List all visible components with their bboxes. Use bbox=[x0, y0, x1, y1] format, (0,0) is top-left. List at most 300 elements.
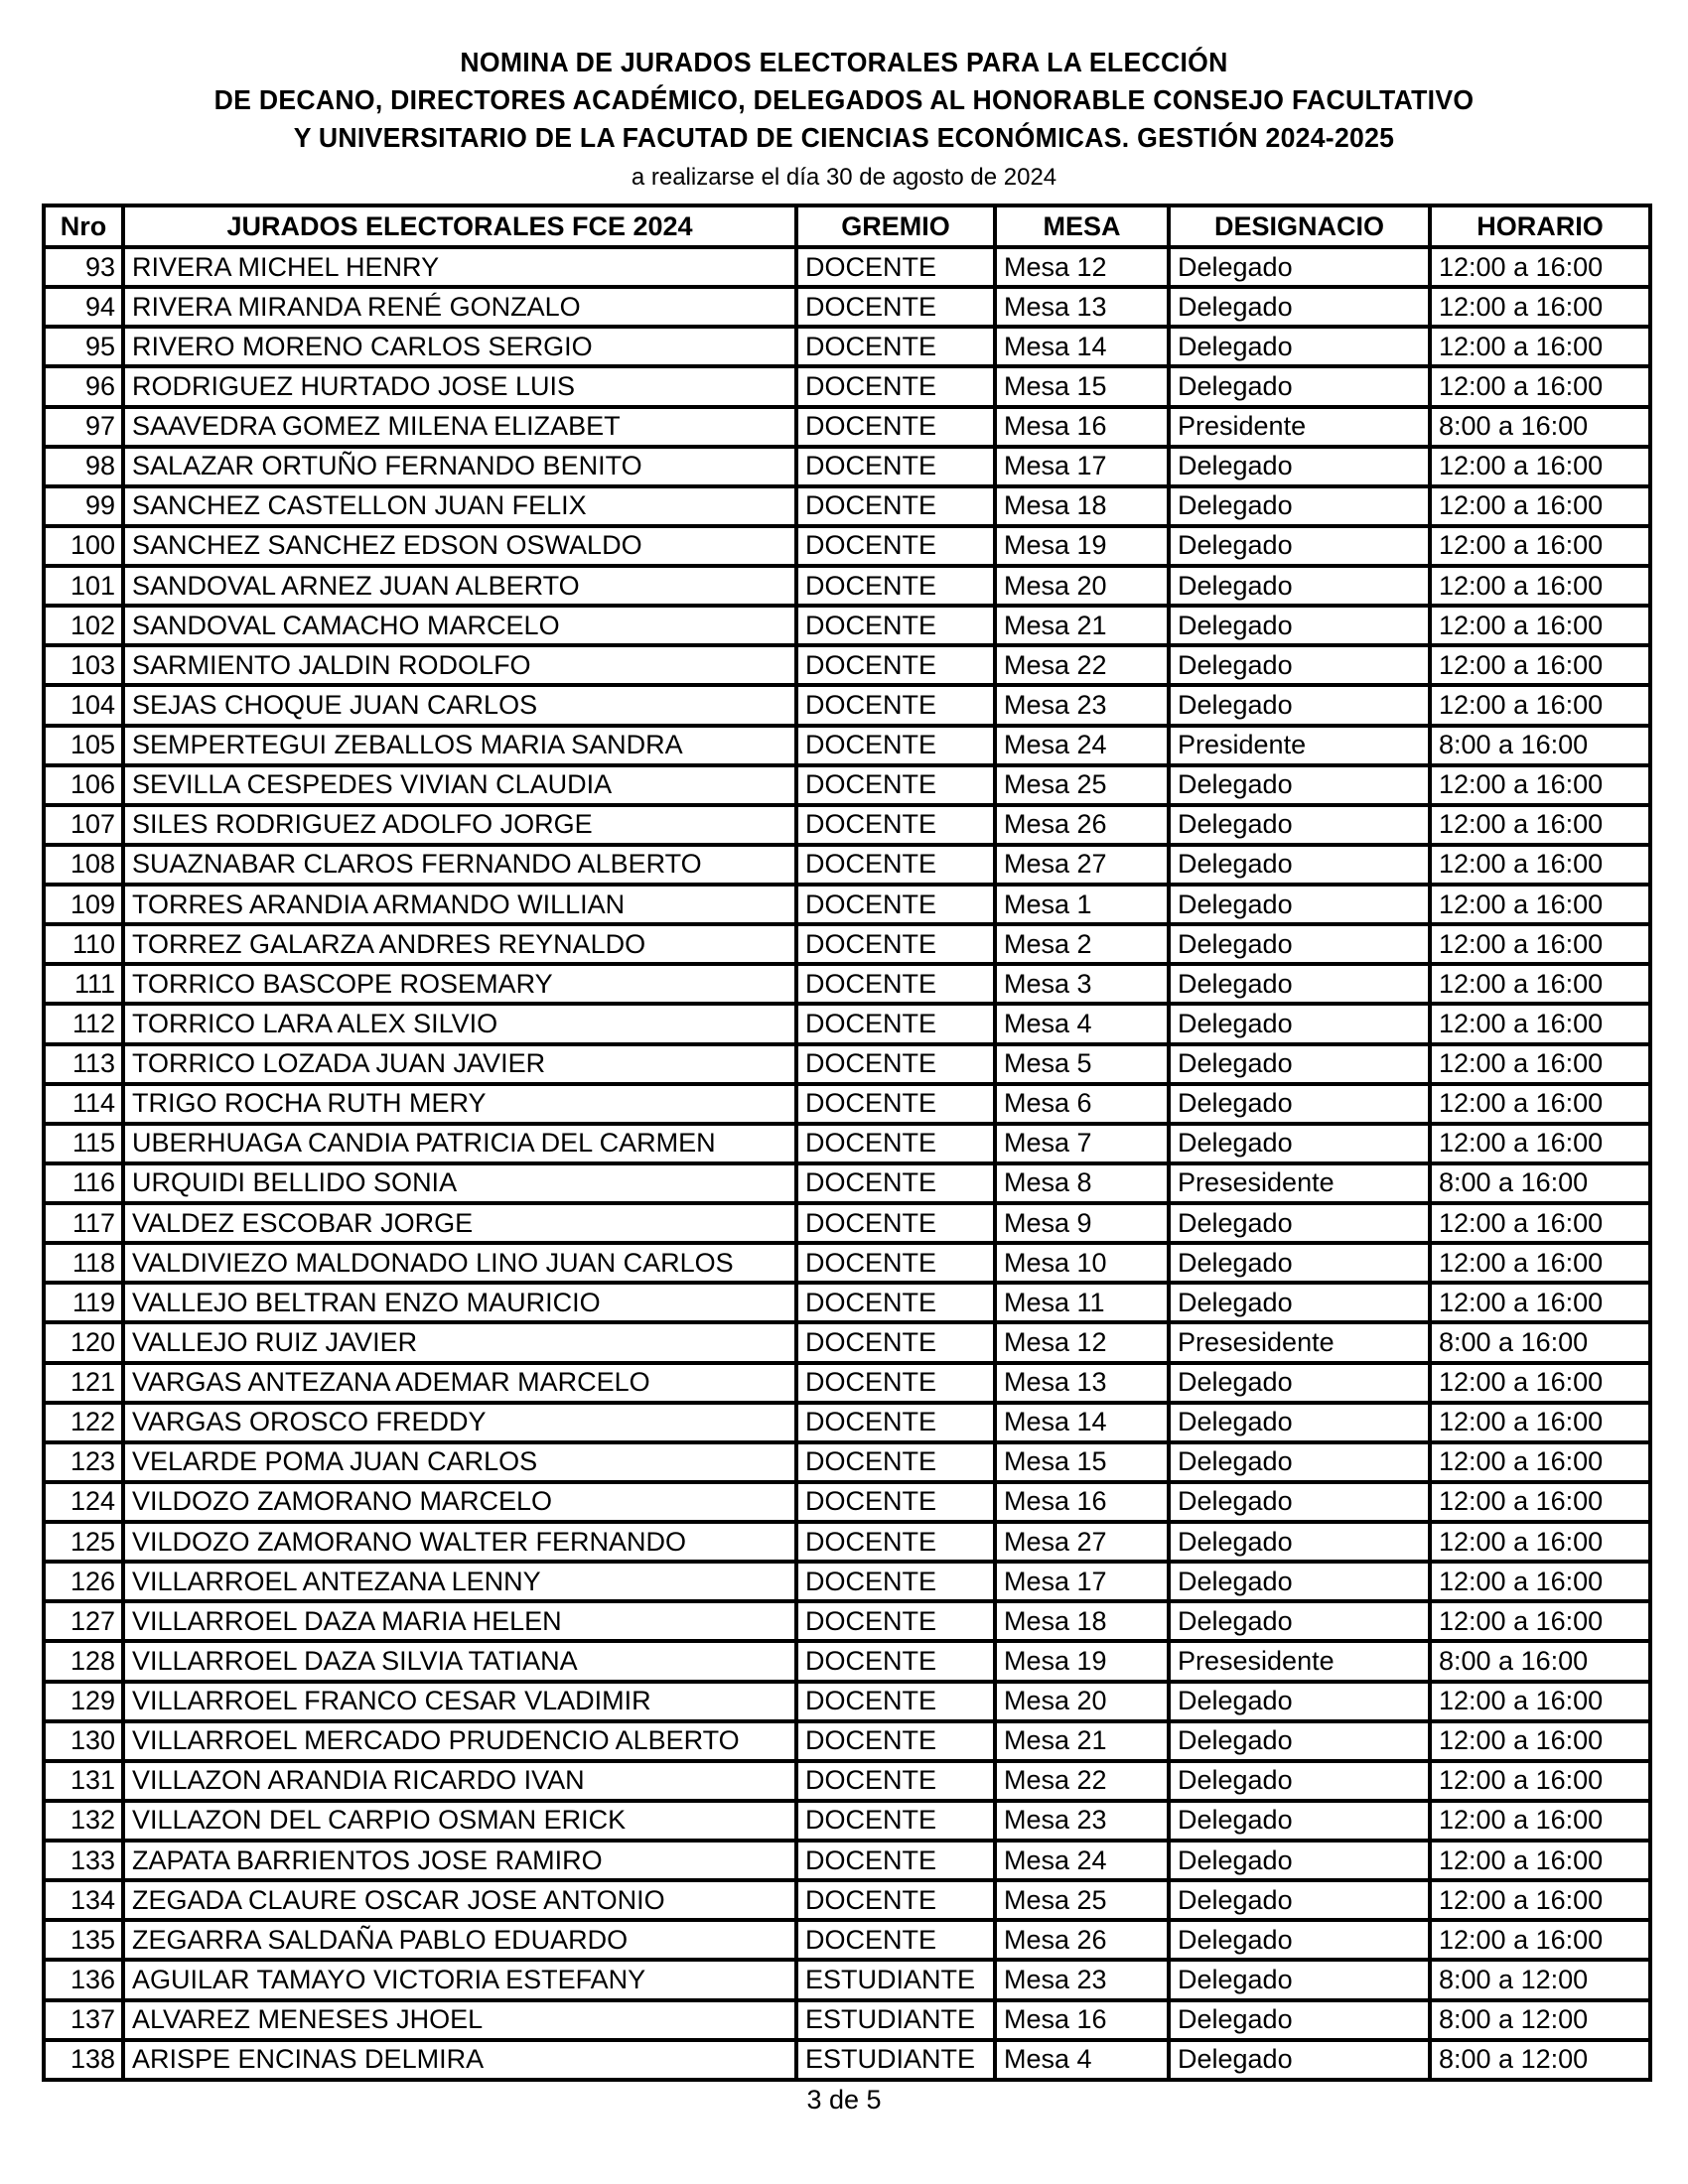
cell-mesa: Mesa 13 bbox=[995, 287, 1169, 327]
cell-name: TORREZ GALARZA ANDRES REYNALDO bbox=[123, 924, 796, 964]
cell-designacion: Delegado bbox=[1169, 1522, 1430, 1562]
cell-horario: 8:00 a 16:00 bbox=[1430, 407, 1650, 447]
table-row bbox=[44, 1920, 1650, 1960]
cell-designacion: Delegado bbox=[1169, 1960, 1430, 1999]
cell-nro: 120 bbox=[44, 1322, 123, 1362]
cell-name: URQUIDI BELLIDO SONIA bbox=[123, 1163, 796, 1203]
cell-mesa: Mesa 22 bbox=[995, 645, 1169, 685]
cell-nro: 103 bbox=[44, 645, 123, 685]
cell-mesa: Mesa 16 bbox=[995, 1482, 1169, 1522]
cell-gremio: DOCENTE bbox=[796, 1163, 995, 1203]
table-row bbox=[44, 885, 1650, 924]
cell-nro: 127 bbox=[44, 1601, 123, 1641]
cell-horario: 12:00 a 16:00 bbox=[1430, 1562, 1650, 1601]
cell-gremio: DOCENTE bbox=[796, 1761, 995, 1801]
table-row bbox=[44, 327, 1650, 366]
cell-horario: 8:00 a 12:00 bbox=[1430, 2000, 1650, 2040]
cell-horario: 12:00 a 16:00 bbox=[1430, 526, 1650, 566]
cell-designacion: Delegado bbox=[1169, 327, 1430, 366]
cell-mesa: Mesa 17 bbox=[995, 1562, 1169, 1601]
cell-horario: 12:00 a 16:00 bbox=[1430, 685, 1650, 725]
table-row bbox=[44, 685, 1650, 725]
cell-name: VILLAZON DEL CARPIO OSMAN ERICK bbox=[123, 1801, 796, 1841]
cell-gremio: DOCENTE bbox=[796, 1403, 995, 1442]
cell-designacion: Delegado bbox=[1169, 1682, 1430, 1721]
cell-mesa: Mesa 26 bbox=[995, 805, 1169, 845]
cell-nro: 108 bbox=[44, 845, 123, 885]
cell-mesa: Mesa 10 bbox=[995, 1243, 1169, 1283]
cell-designacion: Delegado bbox=[1169, 1124, 1430, 1163]
cell-horario: 12:00 a 16:00 bbox=[1430, 1682, 1650, 1721]
cell-designacion: Delegado bbox=[1169, 287, 1430, 327]
cell-designacion: Delegado bbox=[1169, 765, 1430, 805]
cell-gremio: DOCENTE bbox=[796, 366, 995, 406]
cell-horario: 12:00 a 16:00 bbox=[1430, 1124, 1650, 1163]
cell-designacion: Delegado bbox=[1169, 1721, 1430, 1761]
cell-designacion: Delegado bbox=[1169, 964, 1430, 1004]
cell-name: VALLEJO BELTRAN ENZO MAURICIO bbox=[123, 1283, 796, 1322]
cell-nro: 138 bbox=[44, 2040, 123, 2080]
cell-designacion: Delegado bbox=[1169, 1363, 1430, 1403]
cell-designacion: Delegado bbox=[1169, 685, 1430, 725]
cell-name: ALVAREZ MENESES JHOEL bbox=[123, 2000, 796, 2040]
table-row bbox=[44, 1682, 1650, 1721]
cell-gremio: DOCENTE bbox=[796, 726, 995, 765]
cell-horario: 8:00 a 16:00 bbox=[1430, 1322, 1650, 1362]
cell-mesa: Mesa 8 bbox=[995, 1163, 1169, 1203]
cell-horario: 12:00 a 16:00 bbox=[1430, 327, 1650, 366]
cell-mesa: Mesa 3 bbox=[995, 964, 1169, 1004]
cell-horario: 12:00 a 16:00 bbox=[1430, 645, 1650, 685]
cell-name: AGUILAR TAMAYO VICTORIA ESTEFANY bbox=[123, 1960, 796, 1999]
table-row bbox=[44, 1601, 1650, 1641]
cell-name: VELARDE POMA JUAN CARLOS bbox=[123, 1442, 796, 1482]
cell-gremio: DOCENTE bbox=[796, 1641, 995, 1681]
cell-horario: 12:00 a 16:00 bbox=[1430, 1920, 1650, 1960]
cell-gremio: DOCENTE bbox=[796, 685, 995, 725]
cell-mesa: Mesa 16 bbox=[995, 2000, 1169, 2040]
cell-nro: 98 bbox=[44, 447, 123, 486]
cell-gremio: DOCENTE bbox=[796, 805, 995, 845]
cell-name: VILLARROEL DAZA SILVIA TATIANA bbox=[123, 1641, 796, 1681]
jurados-table bbox=[42, 204, 1652, 2082]
cell-horario: 12:00 a 16:00 bbox=[1430, 287, 1650, 327]
cell-designacion: Delegado bbox=[1169, 486, 1430, 526]
cell-name: SALAZAR ORTUÑO FERNANDO BENITO bbox=[123, 447, 796, 486]
cell-horario: 12:00 a 16:00 bbox=[1430, 1761, 1650, 1801]
table-header bbox=[44, 205, 1650, 247]
cell-gremio: DOCENTE bbox=[796, 885, 995, 924]
cell-gremio: DOCENTE bbox=[796, 1562, 995, 1601]
cell-designacion: Delegado bbox=[1169, 1920, 1430, 1960]
cell-designacion: Delegado bbox=[1169, 1482, 1430, 1522]
cell-gremio: ESTUDIANTE bbox=[796, 1960, 995, 1999]
cell-mesa: Mesa 4 bbox=[995, 1004, 1169, 1043]
cell-nro: 131 bbox=[44, 1761, 123, 1801]
cell-horario: 12:00 a 16:00 bbox=[1430, 805, 1650, 845]
cell-name: VILLARROEL ANTEZANA LENNY bbox=[123, 1562, 796, 1601]
cell-horario: 12:00 a 16:00 bbox=[1430, 885, 1650, 924]
cell-horario: 12:00 a 16:00 bbox=[1430, 566, 1650, 606]
cell-nro: 102 bbox=[44, 606, 123, 645]
table-body bbox=[44, 247, 1650, 2080]
header-horario: HORARIO bbox=[1430, 205, 1650, 247]
cell-designacion: Delegado bbox=[1169, 247, 1430, 287]
cell-gremio: DOCENTE bbox=[796, 1044, 995, 1084]
cell-mesa: Mesa 12 bbox=[995, 1322, 1169, 1362]
cell-name: VALDEZ ESCOBAR JORGE bbox=[123, 1203, 796, 1243]
cell-name: SANDOVAL ARNEZ JUAN ALBERTO bbox=[123, 566, 796, 606]
cell-gremio: DOCENTE bbox=[796, 765, 995, 805]
cell-mesa: Mesa 20 bbox=[995, 1682, 1169, 1721]
cell-mesa: Mesa 11 bbox=[995, 1283, 1169, 1322]
cell-mesa: Mesa 12 bbox=[995, 247, 1169, 287]
cell-nro: 115 bbox=[44, 1124, 123, 1163]
table-row bbox=[44, 526, 1650, 566]
cell-horario: 12:00 a 16:00 bbox=[1430, 1482, 1650, 1522]
cell-gremio: DOCENTE bbox=[796, 566, 995, 606]
cell-name: SUAZNABAR CLAROS FERNANDO ALBERTO bbox=[123, 845, 796, 885]
cell-horario: 8:00 a 16:00 bbox=[1430, 1641, 1650, 1681]
cell-gremio: DOCENTE bbox=[796, 1203, 995, 1243]
cell-horario: 12:00 a 16:00 bbox=[1430, 1283, 1650, 1322]
cell-horario: 12:00 a 16:00 bbox=[1430, 1004, 1650, 1043]
header-designacion: DESIGNACIO bbox=[1169, 205, 1430, 247]
cell-gremio: DOCENTE bbox=[796, 327, 995, 366]
table-row bbox=[44, 1880, 1650, 1920]
cell-mesa: Mesa 21 bbox=[995, 1721, 1169, 1761]
cell-name: ARISPE ENCINAS DELMIRA bbox=[123, 2040, 796, 2080]
table-row bbox=[44, 2040, 1650, 2080]
cell-designacion: Presesidente bbox=[1169, 1322, 1430, 1362]
table-row bbox=[44, 1841, 1650, 1880]
title-line-1: NOMINA DE JURADOS ELECTORALES PARA LA ELECCIÓN bbox=[460, 47, 1228, 77]
header-mesa: MESA bbox=[995, 205, 1169, 247]
cell-horario: 12:00 a 16:00 bbox=[1430, 447, 1650, 486]
cell-nro: 114 bbox=[44, 1084, 123, 1124]
cell-mesa: Mesa 15 bbox=[995, 366, 1169, 406]
cell-nro: 96 bbox=[44, 366, 123, 406]
cell-name: SANDOVAL CAMACHO MARCELO bbox=[123, 606, 796, 645]
cell-gremio: DOCENTE bbox=[796, 1283, 995, 1322]
cell-designacion: Delegado bbox=[1169, 1841, 1430, 1880]
cell-mesa: Mesa 14 bbox=[995, 327, 1169, 366]
cell-nro: 100 bbox=[44, 526, 123, 566]
cell-nro: 135 bbox=[44, 1920, 123, 1960]
cell-nro: 104 bbox=[44, 685, 123, 725]
cell-mesa: Mesa 6 bbox=[995, 1084, 1169, 1124]
cell-designacion: Presidente bbox=[1169, 407, 1430, 447]
cell-designacion: Delegado bbox=[1169, 845, 1430, 885]
cell-nro: 99 bbox=[44, 486, 123, 526]
cell-mesa: Mesa 18 bbox=[995, 1601, 1169, 1641]
cell-nro: 134 bbox=[44, 1880, 123, 1920]
table-row bbox=[44, 486, 1650, 526]
cell-designacion: Delegado bbox=[1169, 1403, 1430, 1442]
cell-mesa: Mesa 1 bbox=[995, 885, 1169, 924]
table-row bbox=[44, 1322, 1650, 1362]
cell-horario: 8:00 a 12:00 bbox=[1430, 1960, 1650, 1999]
table-row bbox=[44, 1721, 1650, 1761]
table-row bbox=[44, 566, 1650, 606]
table-row bbox=[44, 1084, 1650, 1124]
cell-designacion: Delegado bbox=[1169, 1203, 1430, 1243]
cell-nro: 95 bbox=[44, 327, 123, 366]
cell-mesa: Mesa 23 bbox=[995, 1960, 1169, 1999]
cell-nro: 124 bbox=[44, 1482, 123, 1522]
cell-horario: 12:00 a 16:00 bbox=[1430, 1203, 1650, 1243]
cell-designacion: Delegado bbox=[1169, 1004, 1430, 1043]
cell-nro: 109 bbox=[44, 885, 123, 924]
cell-name: SILES RODRIGUEZ ADOLFO JORGE bbox=[123, 805, 796, 845]
cell-designacion: Presidente bbox=[1169, 726, 1430, 765]
table-row bbox=[44, 765, 1650, 805]
cell-mesa: Mesa 15 bbox=[995, 1442, 1169, 1482]
cell-horario: 12:00 a 16:00 bbox=[1430, 1880, 1650, 1920]
cell-mesa: Mesa 16 bbox=[995, 407, 1169, 447]
cell-gremio: DOCENTE bbox=[796, 845, 995, 885]
table-row bbox=[44, 447, 1650, 486]
table-row bbox=[44, 1960, 1650, 1999]
cell-nro: 129 bbox=[44, 1682, 123, 1721]
cell-horario: 12:00 a 16:00 bbox=[1430, 1601, 1650, 1641]
cell-horario: 12:00 a 16:00 bbox=[1430, 1363, 1650, 1403]
cell-name: SAAVEDRA GOMEZ MILENA ELIZABET bbox=[123, 407, 796, 447]
cell-name: RIVERA MICHEL HENRY bbox=[123, 247, 796, 287]
cell-horario: 12:00 a 16:00 bbox=[1430, 964, 1650, 1004]
cell-mesa: Mesa 25 bbox=[995, 1880, 1169, 1920]
page-number: 3 de 5 bbox=[806, 2085, 882, 2115]
cell-designacion: Delegado bbox=[1169, 1442, 1430, 1482]
cell-gremio: DOCENTE bbox=[796, 1721, 995, 1761]
cell-mesa: Mesa 23 bbox=[995, 685, 1169, 725]
table-row bbox=[44, 606, 1650, 645]
cell-name: TORRES ARANDIA ARMANDO WILLIAN bbox=[123, 885, 796, 924]
cell-mesa: Mesa 18 bbox=[995, 486, 1169, 526]
cell-mesa: Mesa 19 bbox=[995, 526, 1169, 566]
cell-gremio: DOCENTE bbox=[796, 1124, 995, 1163]
cell-nro: 101 bbox=[44, 566, 123, 606]
cell-gremio: DOCENTE bbox=[796, 606, 995, 645]
cell-nro: 130 bbox=[44, 1721, 123, 1761]
document-header bbox=[0, 44, 1688, 193]
cell-nro: 119 bbox=[44, 1283, 123, 1322]
cell-nro: 110 bbox=[44, 924, 123, 964]
cell-horario: 12:00 a 16:00 bbox=[1430, 1442, 1650, 1482]
cell-mesa: Mesa 27 bbox=[995, 1522, 1169, 1562]
cell-name: VALDIVIEZO MALDONADO LINO JUAN CARLOS bbox=[123, 1243, 796, 1283]
cell-gremio: DOCENTE bbox=[796, 1920, 995, 1960]
cell-gremio: DOCENTE bbox=[796, 247, 995, 287]
cell-nro: 113 bbox=[44, 1044, 123, 1084]
cell-gremio: DOCENTE bbox=[796, 1084, 995, 1124]
cell-designacion: Delegado bbox=[1169, 805, 1430, 845]
cell-name: VARGAS OROSCO FREDDY bbox=[123, 1403, 796, 1442]
cell-name: SANCHEZ CASTELLON JUAN FELIX bbox=[123, 486, 796, 526]
cell-gremio: DOCENTE bbox=[796, 1682, 995, 1721]
cell-name: VILDOZO ZAMORANO WALTER FERNANDO bbox=[123, 1522, 796, 1562]
cell-gremio: ESTUDIANTE bbox=[796, 2000, 995, 2040]
cell-gremio: DOCENTE bbox=[796, 1243, 995, 1283]
cell-name: ZEGARRA SALDAÑA PABLO EDUARDO bbox=[123, 1920, 796, 1960]
cell-mesa: Mesa 2 bbox=[995, 924, 1169, 964]
cell-gremio: DOCENTE bbox=[796, 964, 995, 1004]
cell-nro: 116 bbox=[44, 1163, 123, 1203]
cell-name: ZEGADA CLAURE OSCAR JOSE ANTONIO bbox=[123, 1880, 796, 1920]
table-row bbox=[44, 1124, 1650, 1163]
cell-gremio: DOCENTE bbox=[796, 1601, 995, 1641]
table-row bbox=[44, 1522, 1650, 1562]
table-row bbox=[44, 1243, 1650, 1283]
cell-name: VILLARROEL MERCADO PRUDENCIO ALBERTO bbox=[123, 1721, 796, 1761]
cell-nro: 126 bbox=[44, 1562, 123, 1601]
table-row bbox=[44, 1482, 1650, 1522]
cell-mesa: Mesa 14 bbox=[995, 1403, 1169, 1442]
cell-nro: 136 bbox=[44, 1960, 123, 1999]
cell-name: SANCHEZ SANCHEZ EDSON OSWALDO bbox=[123, 526, 796, 566]
cell-horario: 12:00 a 16:00 bbox=[1430, 606, 1650, 645]
cell-gremio: DOCENTE bbox=[796, 1482, 995, 1522]
cell-designacion: Delegado bbox=[1169, 1044, 1430, 1084]
cell-horario: 12:00 a 16:00 bbox=[1430, 1522, 1650, 1562]
cell-horario: 12:00 a 16:00 bbox=[1430, 765, 1650, 805]
table-row bbox=[44, 366, 1650, 406]
cell-horario: 12:00 a 16:00 bbox=[1430, 1721, 1650, 1761]
cell-nro: 132 bbox=[44, 1801, 123, 1841]
cell-designacion: Presesidente bbox=[1169, 1163, 1430, 1203]
cell-mesa: Mesa 22 bbox=[995, 1761, 1169, 1801]
cell-name: VILLARROEL FRANCO CESAR VLADIMIR bbox=[123, 1682, 796, 1721]
cell-name: SARMIENTO JALDIN RODOLFO bbox=[123, 645, 796, 685]
cell-gremio: DOCENTE bbox=[796, 1880, 995, 1920]
cell-designacion: Delegado bbox=[1169, 566, 1430, 606]
cell-name: VILLARROEL DAZA MARIA HELEN bbox=[123, 1601, 796, 1641]
table-row bbox=[44, 805, 1650, 845]
cell-mesa: Mesa 5 bbox=[995, 1044, 1169, 1084]
cell-horario: 12:00 a 16:00 bbox=[1430, 845, 1650, 885]
table-row bbox=[44, 1641, 1650, 1681]
cell-name: ZAPATA BARRIENTOS JOSE RAMIRO bbox=[123, 1841, 796, 1880]
cell-name: VILDOZO ZAMORANO MARCELO bbox=[123, 1482, 796, 1522]
table-row bbox=[44, 845, 1650, 885]
cell-nro: 97 bbox=[44, 407, 123, 447]
cell-gremio: DOCENTE bbox=[796, 526, 995, 566]
table-row bbox=[44, 2000, 1650, 2040]
cell-horario: 12:00 a 16:00 bbox=[1430, 1801, 1650, 1841]
cell-designacion: Delegado bbox=[1169, 1761, 1430, 1801]
cell-name: SEVILLA CESPEDES VIVIAN CLAUDIA bbox=[123, 765, 796, 805]
cell-nro: 137 bbox=[44, 2000, 123, 2040]
cell-name: TORRICO LOZADA JUAN JAVIER bbox=[123, 1044, 796, 1084]
table-row bbox=[44, 964, 1650, 1004]
cell-name: TRIGO ROCHA RUTH MERY bbox=[123, 1084, 796, 1124]
cell-designacion: Delegado bbox=[1169, 1562, 1430, 1601]
table-row bbox=[44, 1801, 1650, 1841]
cell-name: TORRICO BASCOPE ROSEMARY bbox=[123, 964, 796, 1004]
cell-gremio: DOCENTE bbox=[796, 486, 995, 526]
table-row bbox=[44, 1203, 1650, 1243]
cell-horario: 8:00 a 12:00 bbox=[1430, 2040, 1650, 2080]
cell-designacion: Delegado bbox=[1169, 2040, 1430, 2080]
cell-gremio: DOCENTE bbox=[796, 1322, 995, 1362]
cell-gremio: DOCENTE bbox=[796, 447, 995, 486]
cell-mesa: Mesa 20 bbox=[995, 566, 1169, 606]
cell-horario: 8:00 a 16:00 bbox=[1430, 726, 1650, 765]
cell-designacion: Delegado bbox=[1169, 2000, 1430, 2040]
cell-mesa: Mesa 25 bbox=[995, 765, 1169, 805]
cell-horario: 12:00 a 16:00 bbox=[1430, 1403, 1650, 1442]
subtitle-date: a realizarse el día 30 de agosto de 2024 bbox=[631, 164, 1057, 191]
cell-gremio: DOCENTE bbox=[796, 1442, 995, 1482]
cell-designacion: Delegado bbox=[1169, 526, 1430, 566]
cell-horario: 12:00 a 16:00 bbox=[1430, 1243, 1650, 1283]
cell-mesa: Mesa 24 bbox=[995, 1841, 1169, 1880]
cell-nro: 93 bbox=[44, 247, 123, 287]
cell-mesa: Mesa 23 bbox=[995, 1801, 1169, 1841]
cell-nro: 125 bbox=[44, 1522, 123, 1562]
cell-designacion: Delegado bbox=[1169, 1801, 1430, 1841]
cell-name: RIVERO MORENO CARLOS SERGIO bbox=[123, 327, 796, 366]
cell-gremio: DOCENTE bbox=[796, 1004, 995, 1043]
table-row bbox=[44, 1761, 1650, 1801]
cell-designacion: Delegado bbox=[1169, 1283, 1430, 1322]
cell-mesa: Mesa 4 bbox=[995, 2040, 1169, 2080]
cell-horario: 12:00 a 16:00 bbox=[1430, 247, 1650, 287]
cell-mesa: Mesa 7 bbox=[995, 1124, 1169, 1163]
cell-designacion: Delegado bbox=[1169, 606, 1430, 645]
cell-nro: 117 bbox=[44, 1203, 123, 1243]
cell-name: TORRICO LARA ALEX SILVIO bbox=[123, 1004, 796, 1043]
cell-name: UBERHUAGA CANDIA PATRICIA DEL CARMEN bbox=[123, 1124, 796, 1163]
cell-mesa: Mesa 19 bbox=[995, 1641, 1169, 1681]
cell-designacion: Delegado bbox=[1169, 447, 1430, 486]
cell-designacion: Delegado bbox=[1169, 1601, 1430, 1641]
header-nro: Nro bbox=[44, 205, 123, 247]
cell-designacion: Delegado bbox=[1169, 924, 1430, 964]
cell-name: VILLAZON ARANDIA RICARDO IVAN bbox=[123, 1761, 796, 1801]
cell-horario: 12:00 a 16:00 bbox=[1430, 366, 1650, 406]
cell-horario: 12:00 a 16:00 bbox=[1430, 1084, 1650, 1124]
table-row bbox=[44, 924, 1650, 964]
cell-gremio: DOCENTE bbox=[796, 287, 995, 327]
cell-name: RIVERA MIRANDA RENÉ GONZALO bbox=[123, 287, 796, 327]
cell-mesa: Mesa 17 bbox=[995, 447, 1169, 486]
cell-nro: 111 bbox=[44, 964, 123, 1004]
table-row bbox=[44, 1403, 1650, 1442]
cell-mesa: Mesa 27 bbox=[995, 845, 1169, 885]
cell-nro: 106 bbox=[44, 765, 123, 805]
cell-nro: 123 bbox=[44, 1442, 123, 1482]
cell-nro: 112 bbox=[44, 1004, 123, 1043]
table-row bbox=[44, 407, 1650, 447]
cell-mesa: Mesa 24 bbox=[995, 726, 1169, 765]
cell-gremio: DOCENTE bbox=[796, 407, 995, 447]
cell-designacion: Presesidente bbox=[1169, 1641, 1430, 1681]
cell-name: VARGAS ANTEZANA ADEMAR MARCELO bbox=[123, 1363, 796, 1403]
cell-nro: 94 bbox=[44, 287, 123, 327]
cell-gremio: DOCENTE bbox=[796, 1841, 995, 1880]
cell-nro: 118 bbox=[44, 1243, 123, 1283]
header-name: JURADOS ELECTORALES FCE 2024 bbox=[123, 205, 796, 247]
cell-gremio: DOCENTE bbox=[796, 645, 995, 685]
cell-mesa: Mesa 13 bbox=[995, 1363, 1169, 1403]
table-row bbox=[44, 247, 1650, 287]
cell-horario: 8:00 a 16:00 bbox=[1430, 1163, 1650, 1203]
cell-designacion: Delegado bbox=[1169, 645, 1430, 685]
table-row bbox=[44, 645, 1650, 685]
cell-designacion: Delegado bbox=[1169, 1084, 1430, 1124]
cell-name: SEJAS CHOQUE JUAN CARLOS bbox=[123, 685, 796, 725]
